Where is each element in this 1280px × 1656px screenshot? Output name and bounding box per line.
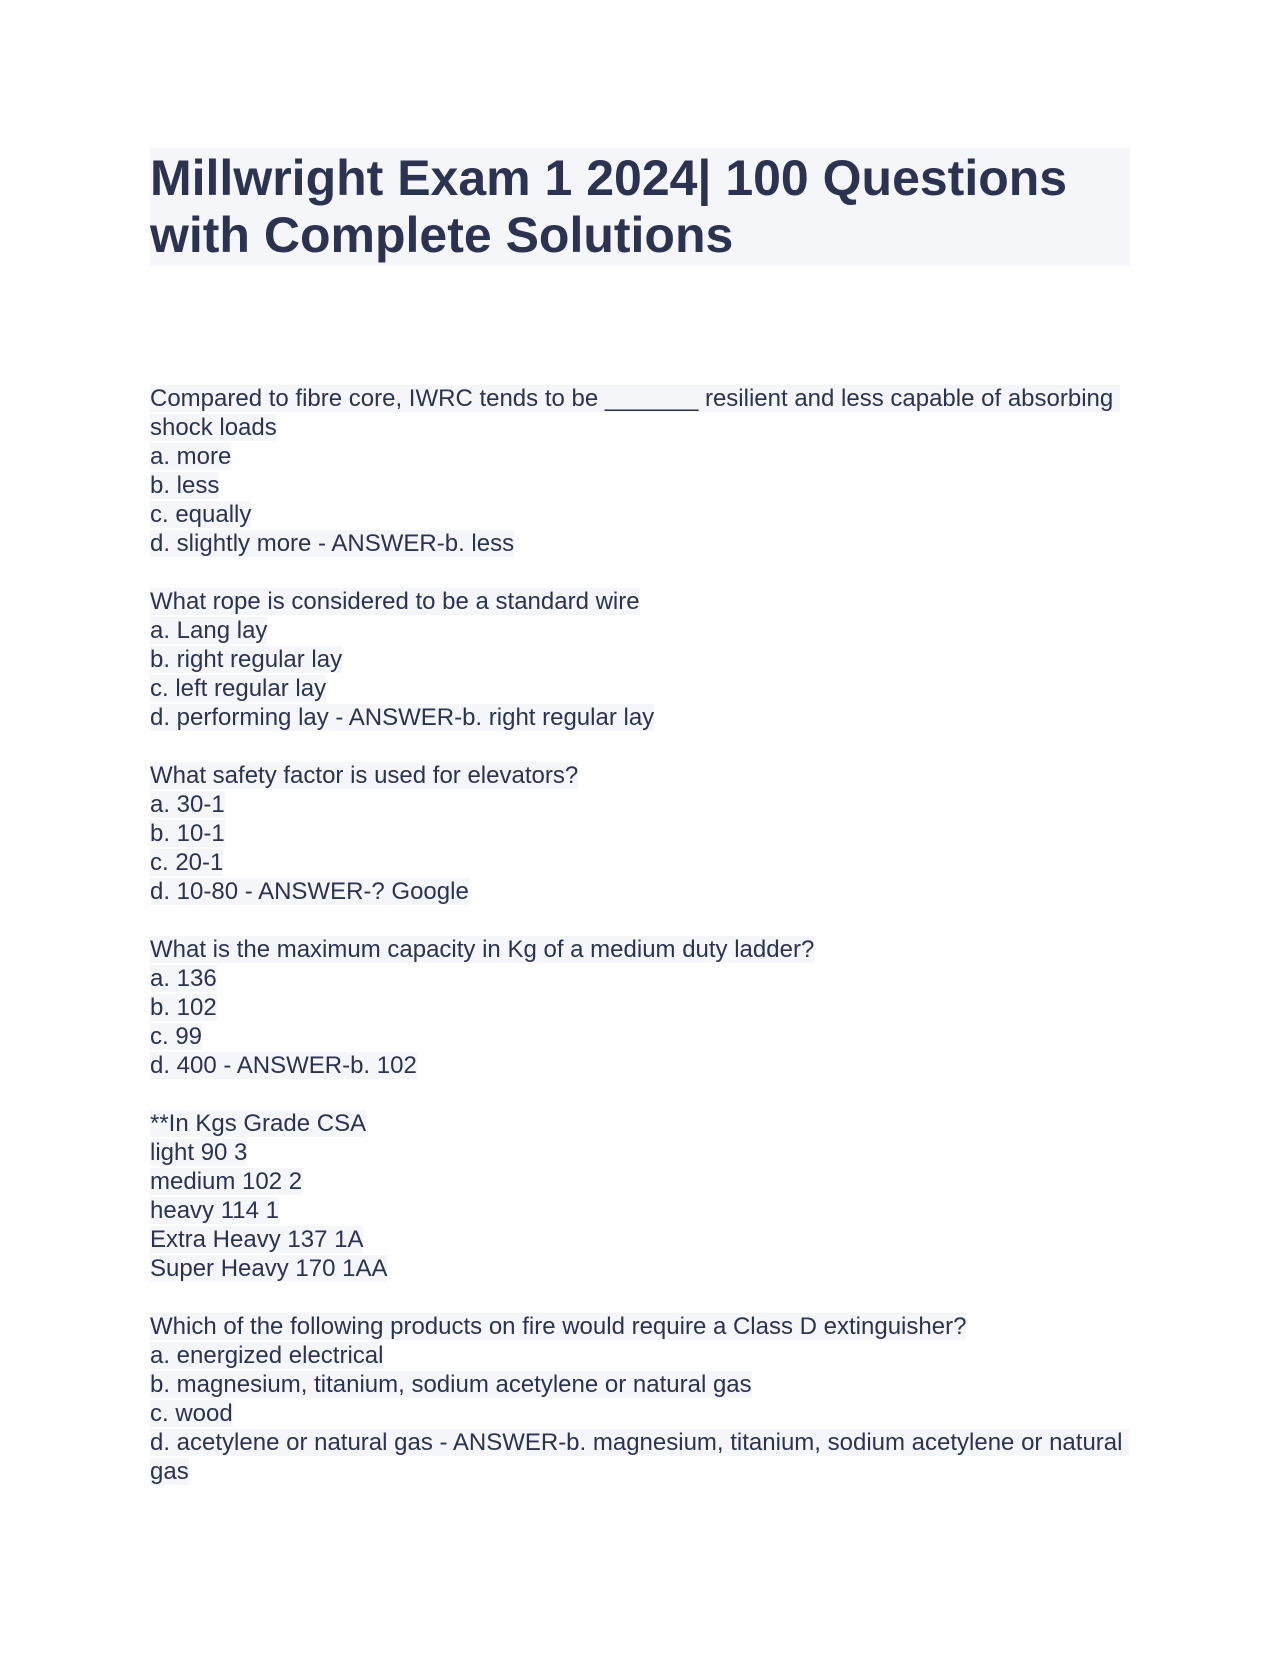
question-block-2: [150, 587, 1130, 732]
note-line: light 90 3: [150, 1139, 248, 1166]
option-answer-line: d. slightly more - ANSWER-b. less: [150, 530, 515, 557]
note-heading: **In Kgs Grade CSA: [150, 1110, 367, 1137]
option-line: a. 30-1: [150, 791, 225, 818]
option-line: b. 102: [150, 994, 217, 1021]
option-line: a. more: [150, 443, 232, 470]
option-line: a. Lang lay: [150, 617, 268, 644]
option-answer-line: d. acetylene or natural gas - ANSWER-b. magnesium, titanium, sodium acetylene or natural gas: [150, 1429, 1130, 1485]
question-text: Which of the following products on fire would require a Class D extinguisher?: [150, 1313, 967, 1340]
note-line: Extra Heavy 137 1A: [150, 1226, 364, 1253]
option-line: a. energized electrical: [150, 1342, 384, 1369]
option-answer-line: d. 10-80 - ANSWER-? Google: [150, 878, 469, 905]
option-line: b. 10-1: [150, 820, 225, 847]
option-answer-line: d. performing lay - ANSWER-b. right regular lay: [150, 704, 655, 731]
option-answer-line: d. 400 - ANSWER-b. 102: [150, 1052, 417, 1079]
note-block-ladder-grades: [150, 1109, 1130, 1283]
question-block-5: [150, 1312, 1130, 1486]
option-line: c. wood: [150, 1400, 233, 1427]
question-text: What safety factor is used for elevators?: [150, 762, 579, 789]
question-text: Compared to fibre core, IWRC tends to be _______ resilient and less capable of absorbing shock loads: [150, 385, 1120, 441]
option-line: c. 99: [150, 1023, 203, 1050]
option-line: b. magnesium, titanium, sodium acetylene or natural gas: [150, 1371, 752, 1398]
option-line: b. right regular lay: [150, 646, 343, 673]
note-line: Super Heavy 170 1AA: [150, 1255, 388, 1282]
option-line: c. left regular lay: [150, 675, 327, 702]
option-line: b. less: [150, 472, 220, 499]
question-block-1: [150, 384, 1130, 558]
document-page: [150, 148, 1130, 1515]
question-text: What rope is considered to be a standard wire: [150, 588, 640, 615]
question-block-3: [150, 761, 1130, 906]
document-title: Millwright Exam 1 2024| 100 Questions with Complete Solutions: [150, 150, 1068, 263]
question-text: What is the maximum capacity in Kg of a medium duty ladder?: [150, 936, 815, 963]
title-box: [150, 148, 1130, 266]
note-line: heavy 114 1: [150, 1197, 279, 1224]
question-block-4: [150, 935, 1130, 1080]
option-line: c. equally: [150, 501, 252, 528]
option-line: c. 20-1: [150, 849, 224, 876]
option-line: a. 136: [150, 965, 217, 992]
note-line: medium 102 2: [150, 1168, 303, 1195]
